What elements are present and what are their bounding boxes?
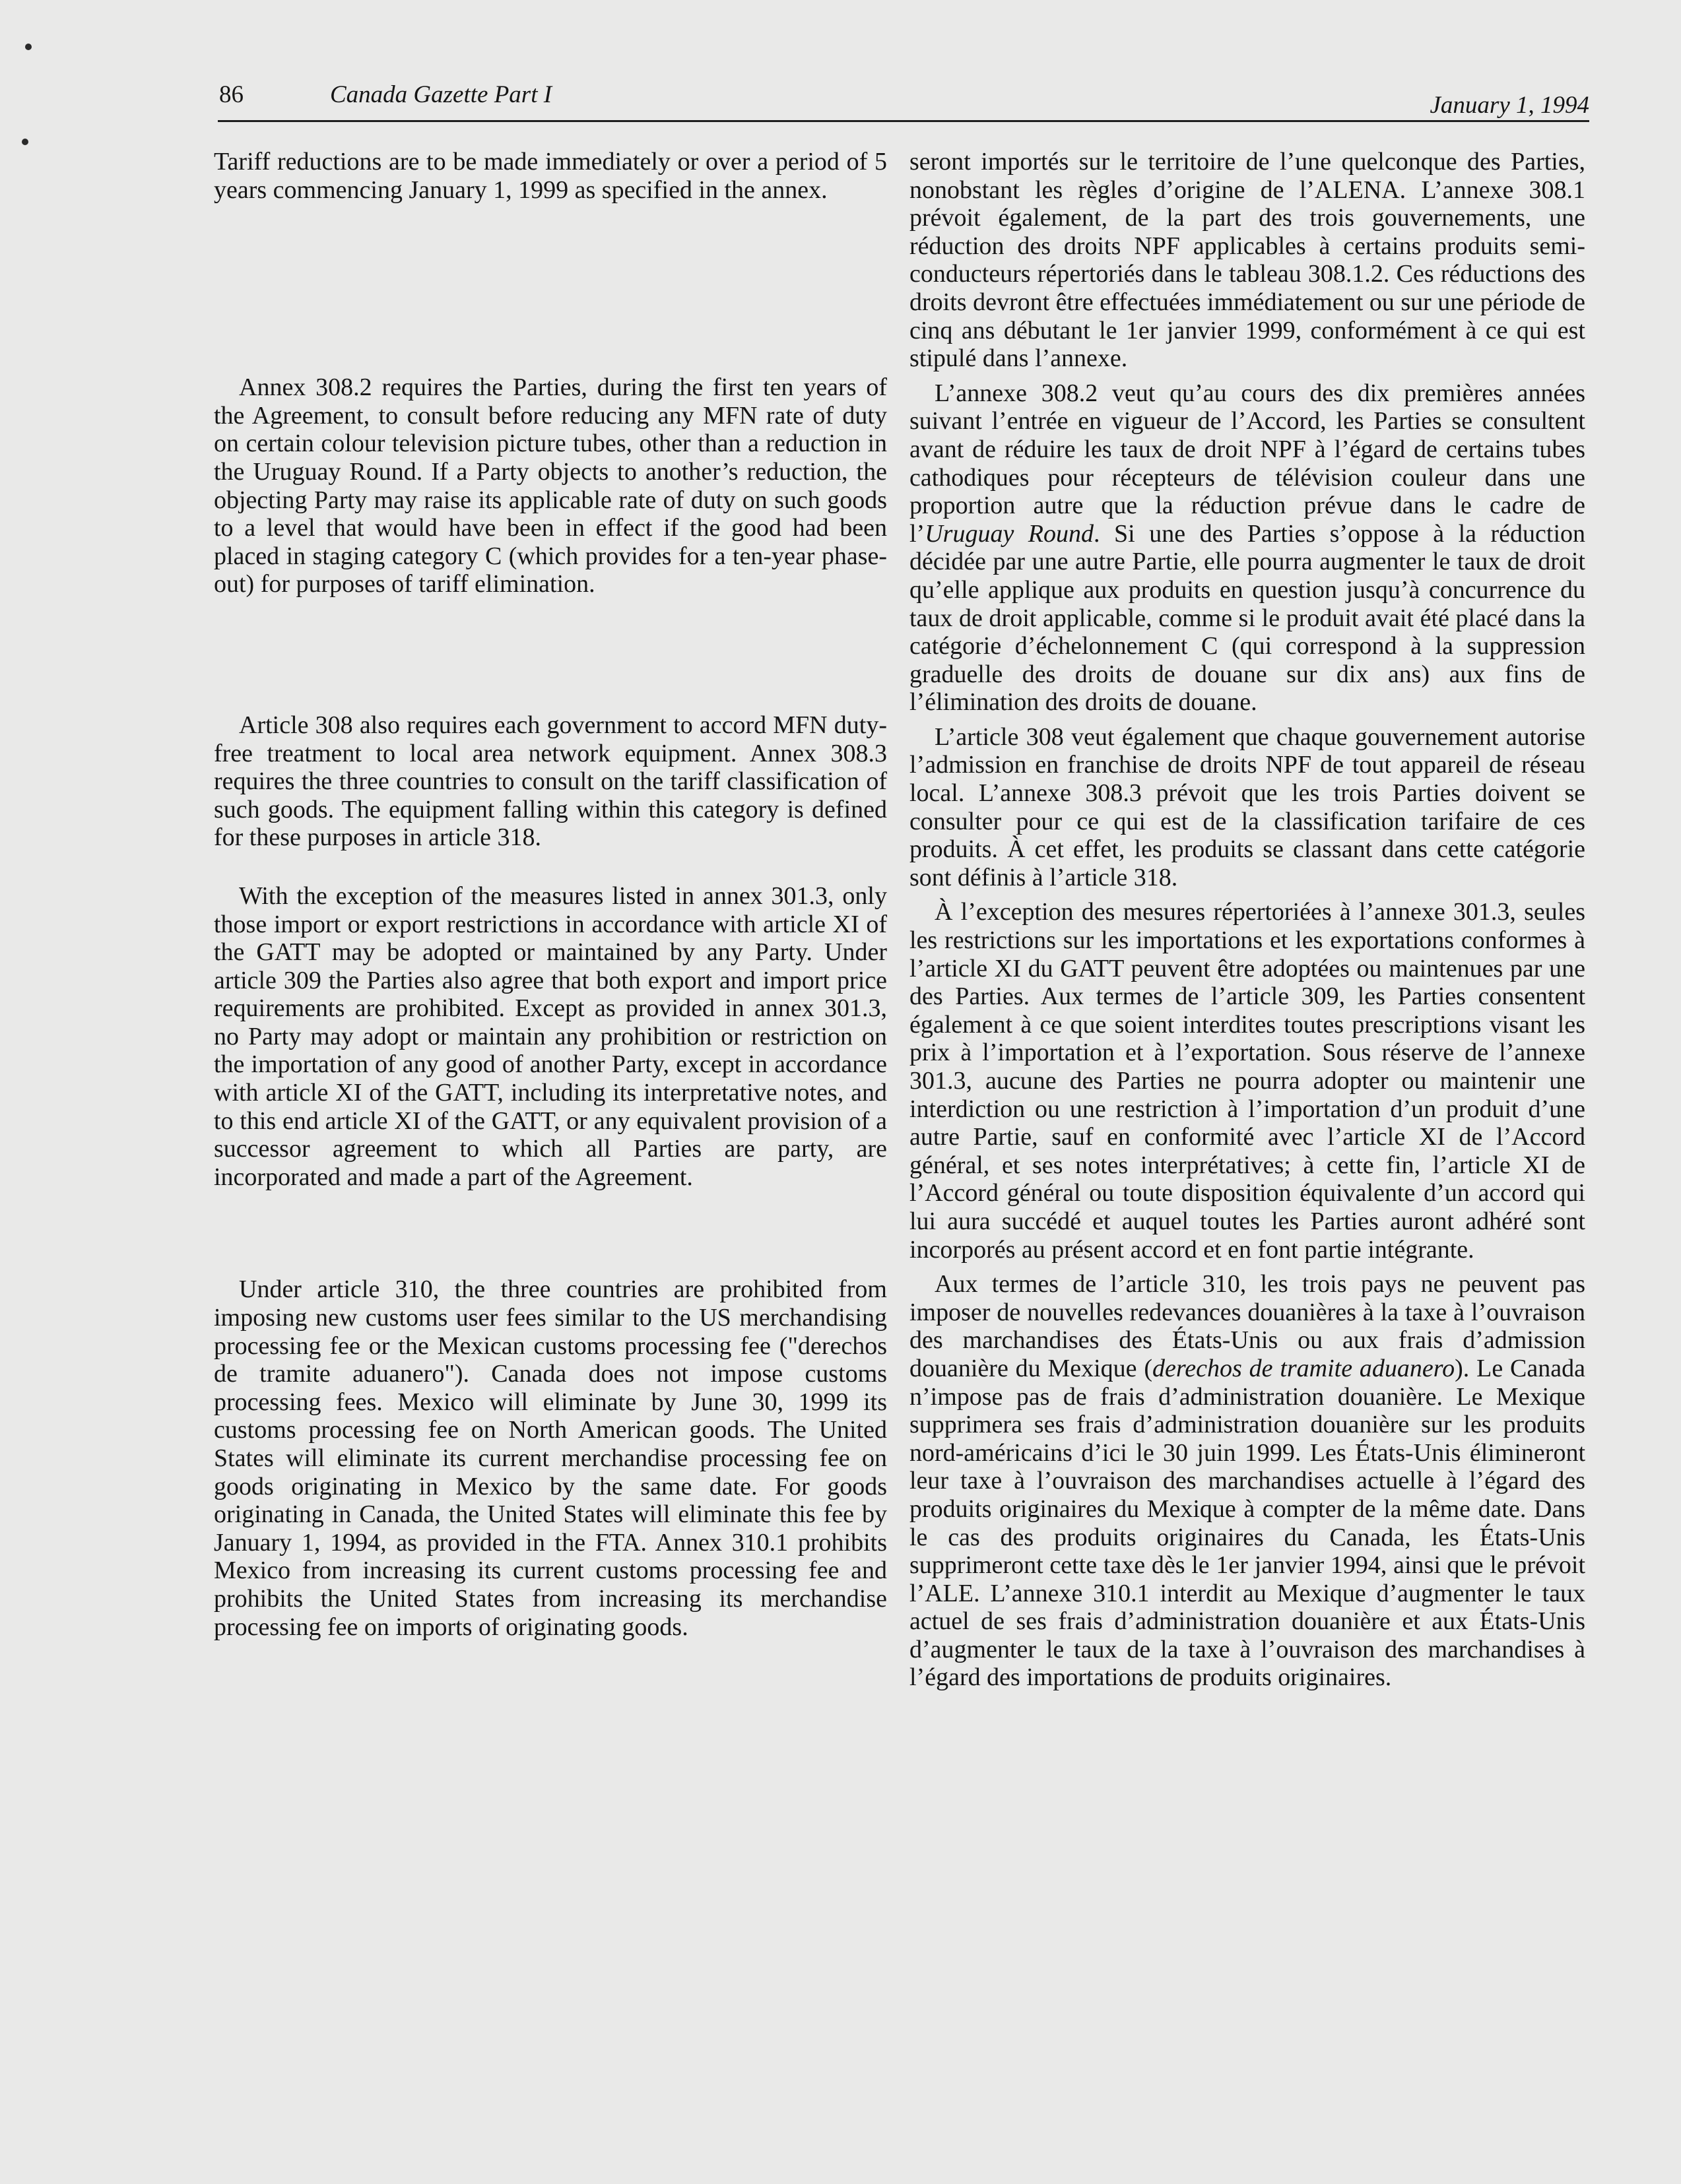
french-paragraph-4: À l’exception des mesures répertoriées à l’annexe 301.3, seules les restrictions sur les importations et les exportations conformes à l’article XI du GATT peuvent être adoptées ou maintenues par une des Parties. Aux termes de l’article 309, les Parties consentent également à ce que soient interdites toutes prescriptions visant les prix à l’importation et à l’exportation. Sous réserve de l’annexe 301.3, aucune des Parties ne pourra adopter ou maintenir une interdiction ou une restriction à l’importation d’un produit d’une autre Partie, sauf en conformité avec l’article XI de l’Accord général, et ses notes interprétatives; à cette fin, l’article XI de l’Accord général ou toute disposition équivalente d’un accord qui lui aura succédé et auquel toutes les Parties auront adhéré sont incorporés au présent accord et en font partie intégrante. bbox=[909, 898, 1585, 1264]
french-paragraph-1: seront importés sur le territoire de l’une quelconque des Parties, nonobstant les règles d’origine de l’ALENA. L’annexe 308.1 prévoit également, de la part des trois gouvernements, une réduction des droits NPF applicables à certains produits semi-conducteurs répertoriés dans le tableau 308.1.2. Ces réductions des droits devront être effectuées immédiatement ou sur une période de cinq ans débutant le 1er janvier 1999, conformément à ce qui est stipulé dans l’annexe. bbox=[909, 148, 1585, 373]
french-column bbox=[909, 148, 1585, 1692]
scan-speck bbox=[25, 44, 32, 50]
french-paragraph-2: L’annexe 308.2 veut qu’au cours des dix premières années suivant l’entrée en vigueur de l’Accord, les Parties se consultent avant de réduire les taux de droit NPF à l’égard de certains tubes cathodiques pour récepteurs de télévision couleur dans une proportion autre que la réduction prévue dans le cadre de l’Uruguay Round. Si une des Parties s’oppose à la réduction décidée par une autre Partie, elle pourra augmenter le taux de droit qu’elle applique aux produits en question jusqu’à concurrence du taux de droit applicable, comme si le produit avait été placé dans la catégorie d’échelonnement C (qui correspond à la suppression graduelle des droits de douane sur dix ans) aux fins de l’élimination des droits de douane. bbox=[909, 379, 1586, 717]
publication-title: Canada Gazette Part I bbox=[330, 81, 552, 108]
scan-speck bbox=[22, 139, 28, 145]
page-number: 86 bbox=[219, 81, 244, 108]
english-paragraph-3: Article 308 also requires each government to accord MFN duty-free treatment to local area network equipment. Annex 308.3 requires the three countries to consult on the tariff classification of such goods. The equipment falling within this category is defined for these purposes in article 318. bbox=[214, 711, 887, 852]
french-paragraph-5: Aux termes de l’article 310, les trois pays ne peuvent pas imposer de nouvelles redevances douanières à la taxe à l’ouvraison des marchandises des États-Unis ou aux frais d’admission douanière du Mexique (derechos de tramite aduanero). Le Canada n’impose pas de frais d’administration douanière. Le Mexique supprimera ses frais d’administration douanière sur les produits nord-américains d’ici le 30 juin 1999. Les États-Unis élimineront leur taxe à l’ouvraison des marchandises actuelle à l’égard des produits originaires du Mexique à compter de la même date. Dans le cas des produits originaires du Canada, les États-Unis supprimeront cette taxe dès le 1er janvier 1994, ainsi que le prévoit l’ALE. L’annexe 310.1 interdit au Mexique d’augmenter le taux actuel de ses frais d’administration douanière et aux États-Unis d’augmenter le taux de la taxe à l’ouvraison des marchandises à l’égard des importations de produits originaires. bbox=[909, 1270, 1585, 1692]
english-paragraph-5: Under article 310, the three countries are prohibited from imposing new customs user fees similar to the US merchandising processing fee or the Mexican customs processing fee ("derechos de tramite aduanero"). Canada does not impose customs processing fees. Mexico will eliminate by June 30, 1999 its customs processing fee on North American goods. The United States will eliminate its current merchandise processing fee on goods originating in Mexico by the same date. For goods originating in Canada, the United States will eliminate this fee by January 1, 1994, as provided in the FTA. Annex 310.1 prohibits Mexico from increasing its current customs processing fee and prohibits the United States from increasing its merchandise processing fee on imports of originating goods. bbox=[214, 1275, 887, 1641]
english-column bbox=[214, 148, 887, 1641]
english-paragraph-4: With the exception of the measures listed in annex 301.3, only those import or export restrictions in accordance with article XI of the GATT may be adopted or maintained by any Party. Under article 309 the Parties also agree that both export and import price requirements are prohibited. Except as provided in annex 301.3, no Party may adopt or maintain any prohibition or restriction on the importation of any good of another Party, except in accordance with article XI of the GATT, including its interpretative notes, and to this end article XI of the GATT, or any equivalent provision of a successor agreement to which all Parties are party, are incorporated and made a part of the Agreement. bbox=[214, 882, 887, 1191]
french-paragraph-3: L’article 308 veut également que chaque gouvernement autorise l’admission en franchise de droits NPF de tout appareil de réseau local. L’annexe 308.3 prévoit que les trois Parties doivent se consulter pour ce qui est de la classification tarifaire de ces produits. À cet effet, les produits se classant dans cette catégorie sont définis à l’article 318. bbox=[909, 723, 1585, 891]
english-paragraph-1: Tariff reductions are to be made immediately or over a period of 5 years commencing January 1, 1999 as specified in the annex. bbox=[214, 148, 887, 204]
header-rule bbox=[218, 120, 1589, 122]
page-header bbox=[218, 78, 1589, 128]
english-paragraph-2: Annex 308.2 requires the Parties, during the first ten years of the Agreement, to consult before reducing any MFN rate of duty on certain colour television picture tubes, other than a reduction in the Uruguay Round. If a Party objects to another’s reduction, the objecting Party may raise its applicable rate of duty on such goods to a level that would have been in effect if the good had been placed in staging category C (which provides for a ten-year phase-out) for purposes of tariff elimination. bbox=[214, 373, 887, 598]
issue-date: January 1, 1994 bbox=[1430, 92, 1589, 119]
